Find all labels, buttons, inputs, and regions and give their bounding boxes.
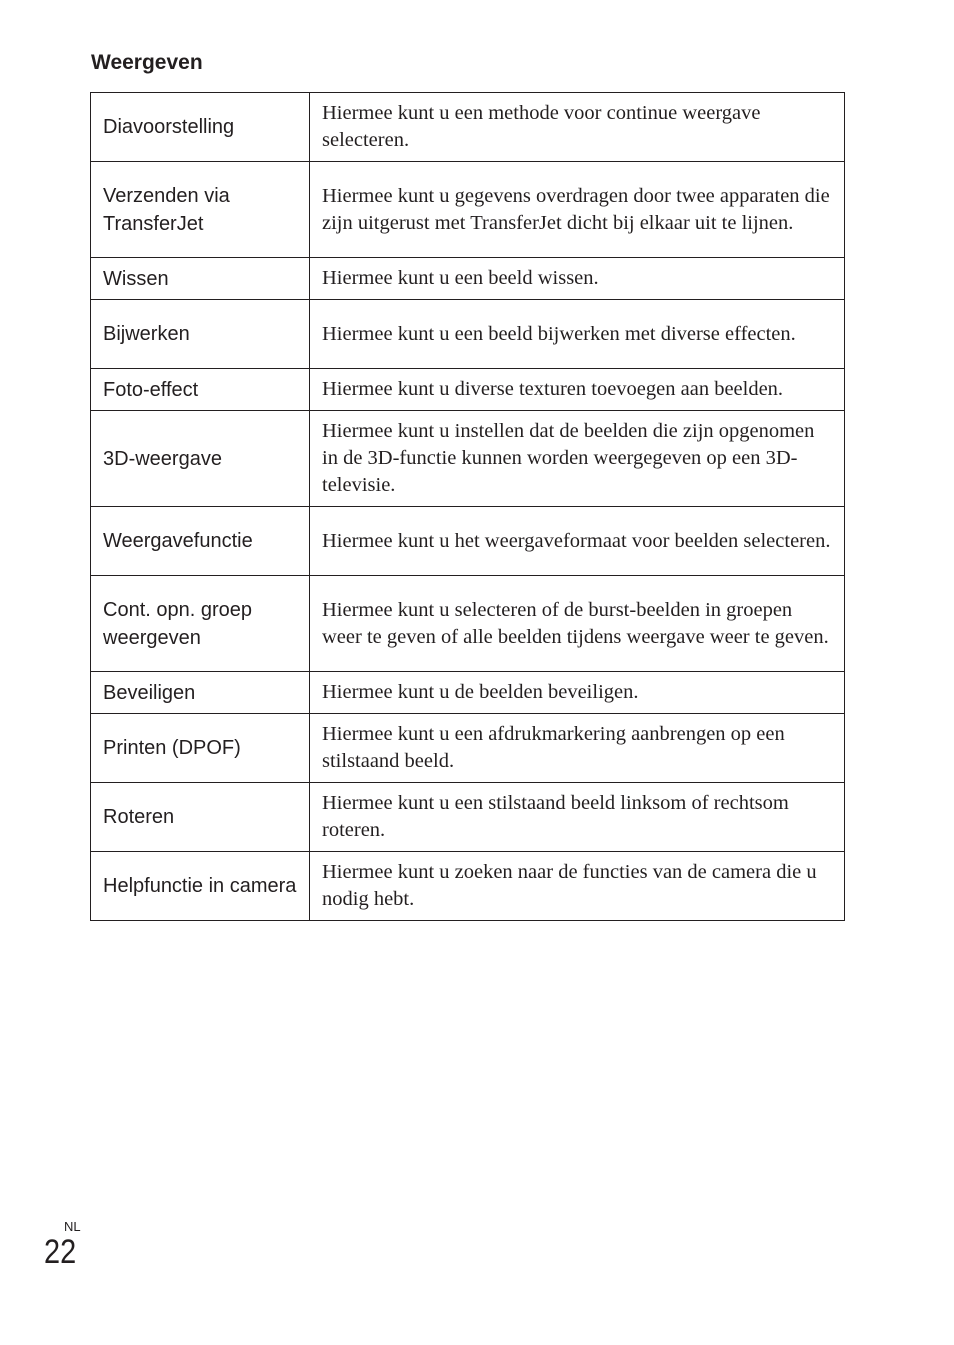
menu-item-description: Hiermee kunt u een methode voor continue weergave selecteren. <box>310 93 845 162</box>
table-row <box>91 162 845 258</box>
table-row <box>91 300 845 369</box>
menu-item-description: Hiermee kunt u een stilstaand beeld linksom of rechtsom roteren. <box>310 783 845 852</box>
menu-item-name: Beveiligen <box>91 672 310 714</box>
menu-item-name: 3D-weergave <box>91 411 310 507</box>
menu-item-description: Hiermee kunt u een beeld bijwerken met diverse effecten. <box>310 300 845 369</box>
section-title: Weergeven <box>91 51 203 74</box>
table-row <box>91 714 845 783</box>
table-row <box>91 93 845 162</box>
playback-menu-table <box>90 92 845 921</box>
menu-item-description: Hiermee kunt u een afdrukmarkering aanbrengen op een stilstaand beeld. <box>310 714 845 783</box>
table-row <box>91 783 845 852</box>
page-number: 22 <box>44 1233 77 1271</box>
language-label: NL <box>64 1219 81 1234</box>
menu-item-name: Bijwerken <box>91 300 310 369</box>
menu-item-description: Hiermee kunt u de beelden beveiligen. <box>310 672 845 714</box>
table-row <box>91 411 845 507</box>
menu-item-name: Printen (DPOF) <box>91 714 310 783</box>
menu-item-description: Hiermee kunt u selecteren of de burst-beelden in groepen weer te geven of alle beelden tijdens weergave weer te geven. <box>310 576 845 672</box>
table-row <box>91 852 845 921</box>
menu-item-name: Roteren <box>91 783 310 852</box>
menu-item-description: Hiermee kunt u een beeld wissen. <box>310 258 845 300</box>
menu-item-description: Hiermee kunt u diverse texturen toevoegen aan beelden. <box>310 369 845 411</box>
menu-item-description: Hiermee kunt u zoeken naar de functies van de camera die u nodig hebt. <box>310 852 845 921</box>
table-row <box>91 507 845 576</box>
menu-item-name: Wissen <box>91 258 310 300</box>
menu-item-name: Diavoorstelling <box>91 93 310 162</box>
table-row <box>91 672 845 714</box>
table-row <box>91 369 845 411</box>
table-row <box>91 258 845 300</box>
menu-item-name: Weergavefunctie <box>91 507 310 576</box>
table-row <box>91 576 845 672</box>
menu-item-name: Cont. opn. groep weergeven <box>91 576 310 672</box>
menu-item-name: Helpfunctie in camera <box>91 852 310 921</box>
menu-item-name: Foto-effect <box>91 369 310 411</box>
menu-item-description: Hiermee kunt u het weergaveformaat voor beelden selecteren. <box>310 507 845 576</box>
menu-item-description: Hiermee kunt u gegevens overdragen door twee apparaten die zijn uitgerust met TransferJet dicht bij elkaar uit te lijnen. <box>310 162 845 258</box>
menu-item-name: Verzenden via TransferJet <box>91 162 310 258</box>
menu-item-description: Hiermee kunt u instellen dat de beelden die zijn opgenomen in de 3D-functie kunnen worden weergegeven op een 3D-televisie. <box>310 411 845 507</box>
